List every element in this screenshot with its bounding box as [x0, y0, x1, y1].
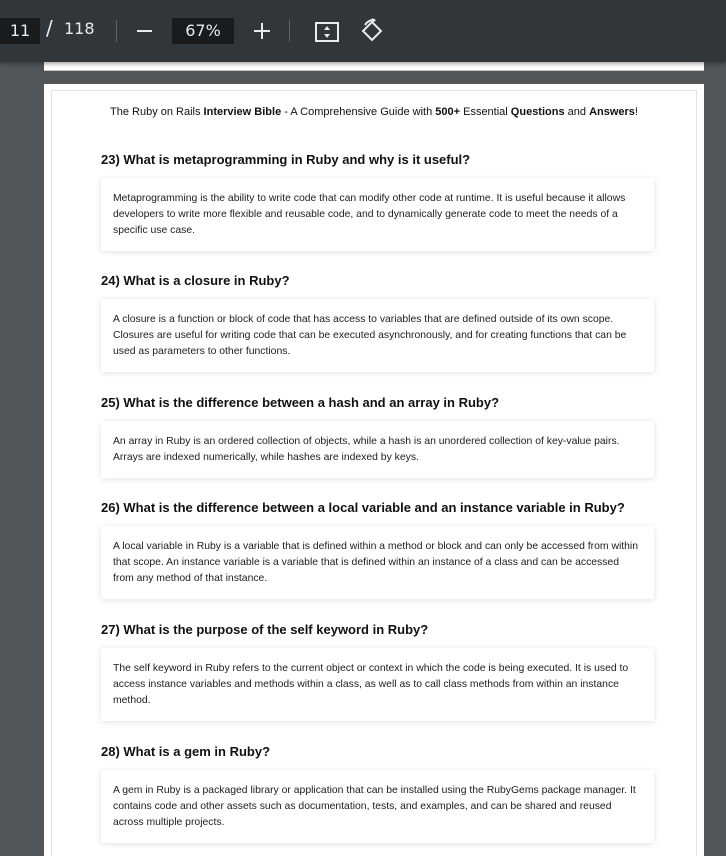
qa-item	[101, 500, 654, 599]
answer-box: A gem in Ruby is a packaged library or application that can be installed using the RubyGems package manager. It contains code and other assets such as documentation, tests, and examples, and can be shared and reused across multiple projects.	[101, 770, 654, 843]
question-heading: 24) What is a closure in Ruby?	[101, 273, 290, 288]
minus-icon	[137, 30, 152, 32]
qa-item	[101, 744, 654, 843]
total-pages: 118	[64, 19, 95, 38]
pdf-page	[44, 84, 704, 856]
answer-box: Metaprogramming is the ability to write code that can modify other code at runtime. It is useful because it allows developers to write more flexible and reusable code, and to dynamically generate code to meet the needs of a specific use case.	[101, 178, 654, 251]
question-heading: 26) What is the difference between a local variable and an instance variable in Ruby?	[101, 500, 625, 515]
question-heading: 25) What is the difference between a hash and an array in Ruby?	[101, 395, 500, 410]
qa-item	[101, 152, 654, 251]
answer-box: An array in Ruby is an ordered collection of objects, while a hash is an unordered collection of key-value pairs. Arrays are indexed numerically, while hashes are indexed by keys.	[101, 421, 654, 478]
toolbar-divider	[289, 20, 290, 42]
qa-item	[101, 273, 654, 372]
page-number-input[interactable]: 11	[0, 18, 40, 44]
toolbar-divider	[116, 20, 117, 42]
fit-to-page-button[interactable]	[313, 18, 341, 46]
document-header: The Ruby on Rails Interview Bible - A Comprehensive Guide with 500+ Essential Questions and Answers!	[110, 106, 638, 118]
zoom-level-input[interactable]: 67%	[172, 18, 234, 44]
qa-item	[101, 622, 654, 721]
fit-to-page-icon	[315, 22, 339, 42]
rotate-icon	[359, 18, 385, 44]
zoom-out-button[interactable]	[130, 17, 158, 45]
zoom-in-button[interactable]	[248, 17, 276, 45]
answer-box: A local variable in Ruby is a variable that is defined within a method or block and can only be accessed from within that scope. An instance variable is a variable that is defined within an instance of a class and can be accessed from any method of that instance.	[101, 526, 654, 599]
page-separator: /	[46, 16, 53, 40]
answer-box: The self keyword in Ruby refers to the current object or context in which the code is being executed. It is used to access instance variables and methods within a class, as well as to call class methods from within an instance method.	[101, 648, 654, 721]
question-heading: 28) What is a gem in Ruby?	[101, 744, 271, 759]
rotate-button[interactable]	[358, 16, 386, 46]
pdf-toolbar	[0, 0, 726, 62]
question-heading: 23) What is metaprogramming in Ruby and why is it useful?	[101, 152, 471, 167]
previous-page-edge	[44, 62, 704, 71]
qa-item	[101, 395, 654, 478]
question-heading: 27) What is the purpose of the self keyword in Ruby?	[101, 622, 429, 637]
answer-box: A closure is a function or block of code that has access to variables that are defined outside of its own scope. Closures are useful for writing code that can be executed asynchronously, and for creating functions that can be used as parameters to other functions.	[101, 299, 654, 372]
